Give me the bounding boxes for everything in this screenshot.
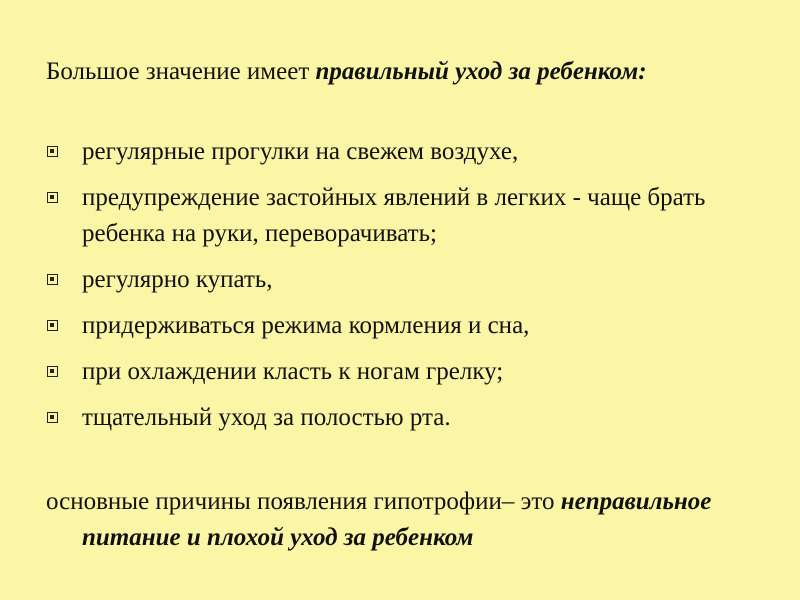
list-item-text: при охлаждении класть к ногам грелку;	[82, 358, 504, 385]
list-item	[46, 262, 746, 298]
list-item	[46, 354, 746, 390]
list-item-text: регулярно купать,	[82, 266, 273, 293]
square-bullet-icon	[47, 320, 58, 331]
list-item-text: тщательный уход за полостью рта.	[82, 404, 451, 431]
list-item	[46, 180, 746, 252]
square-bullet-icon	[47, 366, 58, 377]
list-item-text: придерживаться режима кормления и сна,	[82, 312, 530, 339]
intro-emphasis: правильный уход за ребенком:	[315, 58, 647, 85]
care-list	[46, 134, 746, 446]
list-item	[46, 400, 746, 436]
outro-emphasis: неправильное питание и плохой уход за ребенком	[82, 488, 712, 551]
list-item	[46, 308, 746, 344]
outro-paragraph	[46, 484, 782, 556]
list-item-text: предупреждение застойных явлений в легких - чаще брать ребенка на руки, переворачивать;	[82, 184, 706, 247]
outro-text: основные причины появления гипотрофии– это	[46, 488, 561, 515]
list-item	[46, 134, 746, 170]
intro-paragraph	[46, 54, 782, 90]
square-bullet-icon	[47, 192, 58, 203]
square-bullet-icon	[47, 412, 58, 423]
square-bullet-icon	[47, 274, 58, 285]
square-bullet-icon	[47, 146, 58, 157]
intro-text: Большое значение имеет	[46, 58, 316, 85]
list-item-text: регулярные прогулки на свежем воздухе,	[82, 138, 519, 165]
